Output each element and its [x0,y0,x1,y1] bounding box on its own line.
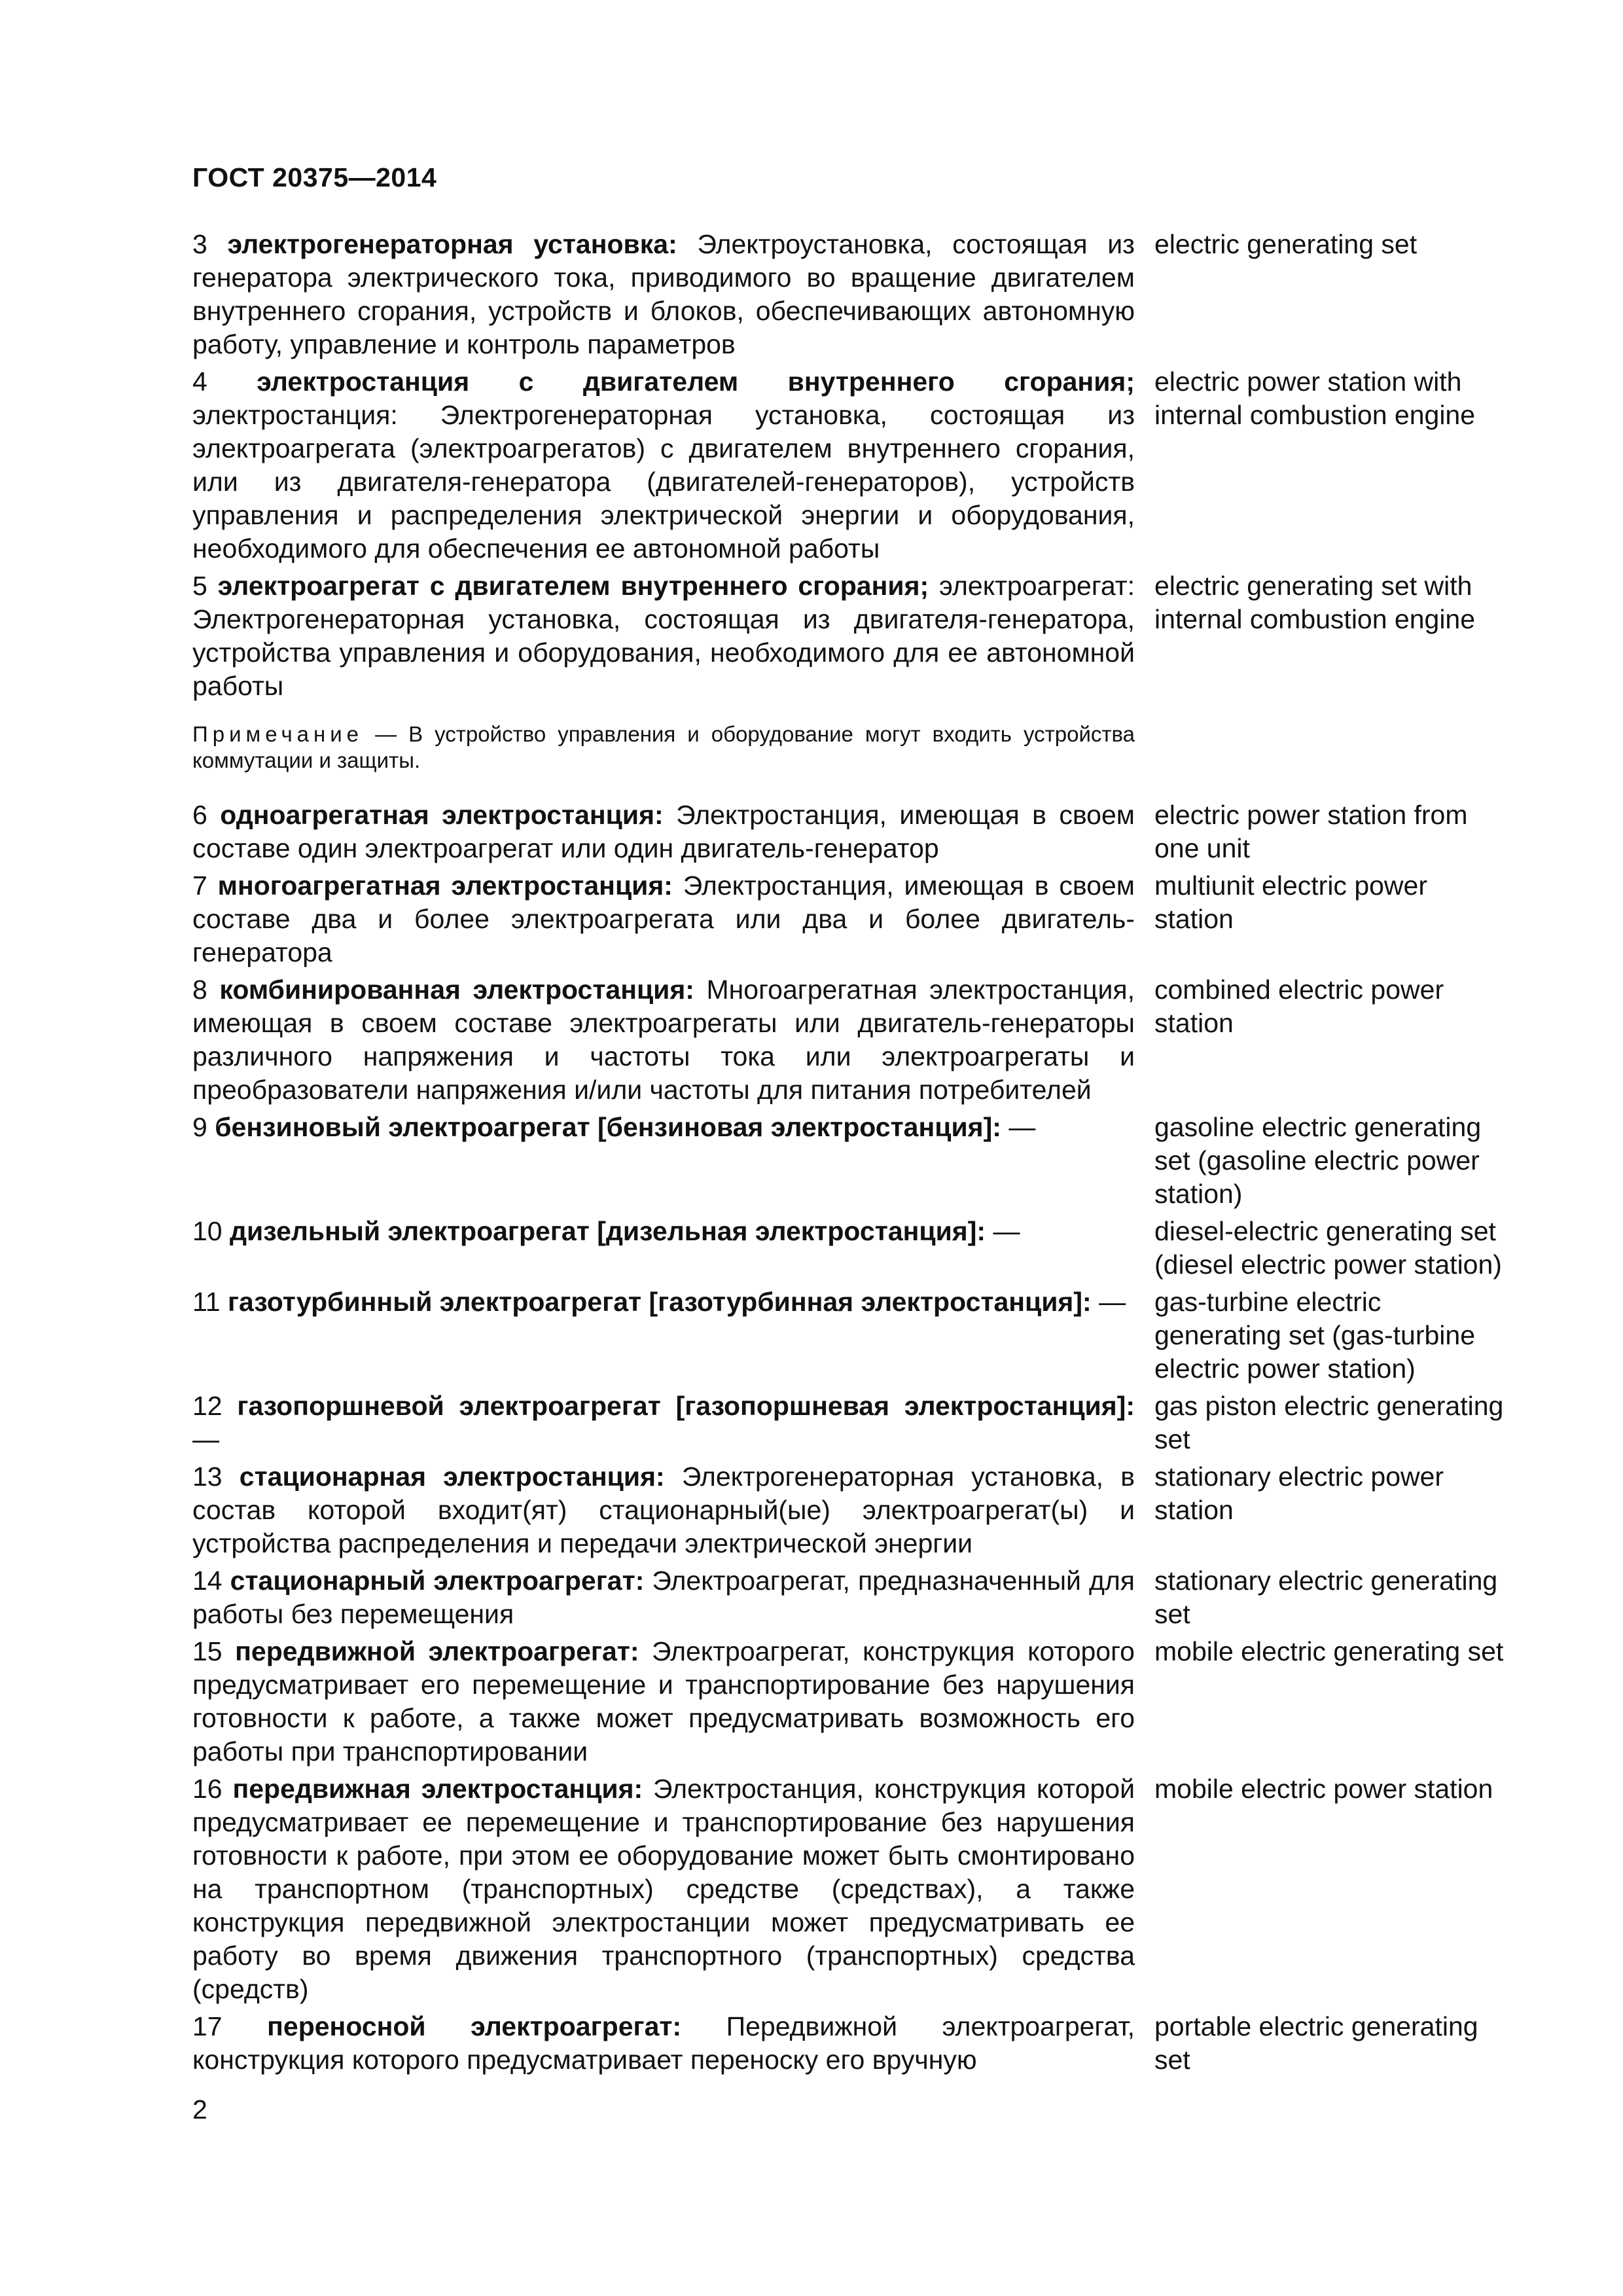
term-entry [192,569,1508,703]
term-number: 12 [192,1391,223,1421]
term-title: передвижной электроагрегат: [235,1636,639,1666]
term-title: стационарный электроагрегат: [230,1566,645,1596]
term-title: многоагрегатная электростанция: [217,870,673,901]
term-ru [192,1772,1135,2006]
term-entry [192,1111,1508,1211]
term-definition: — [993,1216,1020,1246]
page-number: 2 [192,2094,207,2125]
term-title: дизельный электроагрегат [дизельная электростанция]: [230,1216,986,1246]
term-ru [192,1390,1135,1456]
term-entry [192,365,1508,565]
term-ru [192,1460,1135,1560]
term-number: 8 [192,975,207,1005]
note-label: Примечание [192,722,364,746]
term-number: 4 [192,367,207,397]
term-en: electric power station from one unit [1154,800,1468,863]
term-en: electric generating set with internal combustion engine [1154,571,1476,634]
term-title: переносной электроагрегат: [267,2011,682,2041]
term-number: 11 [192,1287,221,1317]
document-header: ГОСТ 20375—2014 [192,162,437,192]
terms-list [192,228,1508,2081]
term-entry [192,1285,1508,1386]
term-entry [192,1390,1508,1456]
term-entry [192,2010,1508,2077]
term-title: передвижная электростанция: [232,1774,643,1804]
term-ru [192,1564,1135,1631]
term-definition: Электростанция, конструкция которой предусматривает ее перемещение и транспортирование без нарушения готовности к работе, при этом ее оборудование может быть смонтировано на транспортном (транспортных) средстве (средствах), а также конструкция передвижной электростанции может предусматривать ее работу во время движения транспортного (транспортных) средства (средств) [192,1774,1135,2004]
term-number: 9 [192,1112,207,1142]
term-entry [192,798,1508,865]
term-title: электростанция с двигателем внутреннего сгорания; [257,367,1135,397]
term-entry [192,1635,1508,1768]
term-definition: Электростанция, имеющая в своем составе один электроагрегат или один двигатель-генератор [192,800,1135,863]
term-definition: Многоагрегатная электростанция, имеющая в своем составе электроагрегаты или двигатель-генераторы различного напряжения и частоты тока или электроагрегаты и преобразователи напряжения и/или частоты для питания потребителей [192,975,1135,1105]
term-en: stationary electric generating set [1154,1566,1498,1629]
term-title: одноагрегатная электростанция: [220,800,664,830]
term-entry [192,1215,1508,1282]
term-definition: Электрогенераторная установка, в состав которой входит(ят) стационарный(ые) электроагрегат(ы) и устройства распределения и передачи электрической энергии [192,1462,1135,1558]
term-definition: Электростанция, имеющая в своем составе два и более электроагрегата или два и более двигатель-генератора [192,870,1135,967]
term-title: бензиновый электроагрегат [бензиновая электростанция]: [215,1112,1001,1142]
term-en: mobile electric generating set [1154,1636,1504,1666]
term-ru [192,1111,1135,1211]
term-definition: — [1099,1287,1126,1317]
term-definition: — [1008,1112,1036,1142]
term-ru [192,798,1135,865]
note [192,721,1135,774]
term-number: 10 [192,1216,223,1246]
term-entry [192,973,1508,1107]
term-number: 15 [192,1636,223,1666]
term-ru [192,2010,1135,2077]
term-entry [192,228,1508,361]
term-definition: Передвижной электроагрегат, конструкция которого предусматривает переноску его вручную [192,2011,1135,2075]
term-en: gasoline electric generating set (gasoline electric power station) [1154,1112,1482,1209]
term-definition: электроагрегат: Электрогенераторная установка, состоящая из двигателя-генератора, устройства управления и оборудования, необходимого для ее автономной работы [192,571,1135,701]
term-en: diesel-electric generating set (diesel electric power station) [1154,1216,1502,1280]
note-text: — В устройство управления и оборудование могут входить устройства коммутации и защиты. [192,722,1135,772]
term-title: стационарная электростанция: [239,1462,665,1492]
term-ru [192,973,1135,1107]
term-title: электрогенераторная установка: [227,229,677,259]
term-ru [192,228,1135,361]
term-number: 3 [192,229,207,259]
term-en: electric power station with internal combustion engine [1154,367,1476,430]
term-number: 6 [192,800,207,830]
term-title: электроагрегат с двигателем внутреннего сгорания; [217,571,929,601]
term-en: stationary electric power station [1154,1462,1444,1525]
term-ru [192,869,1135,969]
term-entry [192,1460,1508,1560]
term-definition: Электроагрегат, конструкция которого предусматривает его перемещение и транспортирование без нарушения готовности к работе, а также может предусматривать возможность его работы при транспортировании [192,1636,1135,1767]
term-definition: Электроагрегат, предназначенный для работы без перемещения [192,1566,1135,1629]
term-ru [192,1215,1135,1282]
term-en: combined electric power station [1154,975,1444,1038]
term-ru [192,365,1135,565]
term-en: gas piston electric generating set [1154,1391,1504,1454]
term-title: комбинированная электростанция: [219,975,694,1005]
term-entry [192,1564,1508,1631]
term-number: 13 [192,1462,223,1492]
term-ru [192,569,1135,703]
term-ru [192,1635,1135,1768]
term-entry [192,1772,1508,2006]
term-en: electric generating set [1154,229,1418,259]
term-en: gas-turbine electric generating set (gas-turbine electric power station) [1154,1287,1476,1384]
term-definition: Электроустановка, состоящая из генератора электрического тока, приводимого во вращение двигателем внутреннего сгорания, устройств и блоков, обеспечивающих автономную работу, управление и контроль параметров [192,229,1135,359]
term-title: газотурбинный электроагрегат [газотурбинная электростанция]: [227,1287,1092,1317]
term-title: газопоршневой электроагрегат [газопоршневая электростанция]: [237,1391,1135,1421]
term-entry [192,869,1508,969]
term-number: 5 [192,571,207,601]
term-number: 7 [192,870,207,901]
term-ru [192,1285,1135,1386]
term-number: 14 [192,1566,223,1596]
term-definition: электростанция: Электрогенераторная установка, состоящая из электроагрегата (электроагрегатов) с двигателем внутреннего сгорания, или из двигателя-генератора (двигателей-генераторов), устройств управления и распределения электрической энергии и оборудования, необходимого для обеспечения ее автономной работы [192,400,1135,564]
term-number: 17 [192,2011,223,2041]
term-en: multiunit electric power station [1154,870,1427,934]
term-definition: — [192,1424,219,1454]
term-en: portable electric generating set [1154,2011,1478,2075]
term-en: mobile electric power station [1154,1774,1493,1804]
term-number: 16 [192,1774,223,1804]
